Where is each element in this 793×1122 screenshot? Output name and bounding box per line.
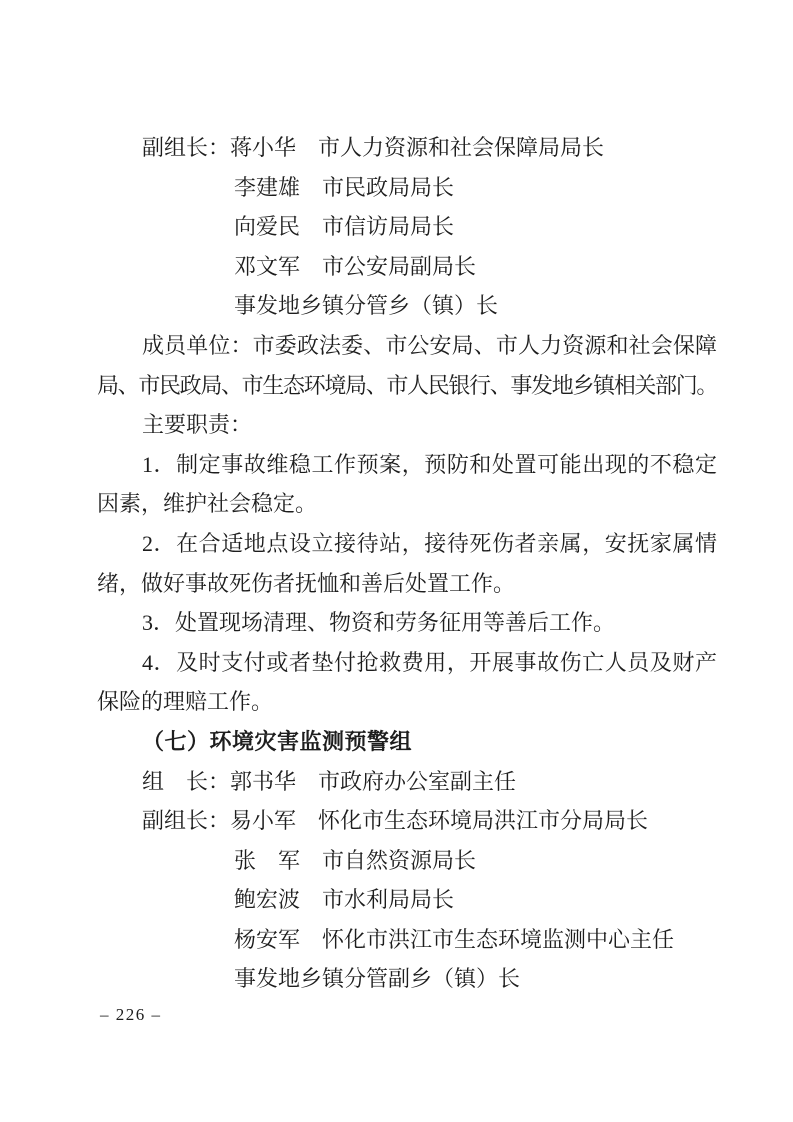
duty-2-line-1: 2．在合适地点设立接待站，接待死伤者亲属，安抚家属情 [142,530,717,556]
main-duties-label: 主要职责： [142,412,253,438]
duty-2-line-2: 绪，做好事故死伤者抚恤和善后处置工作。 [97,570,516,596]
member-units-line-2: 局、市民政局、市生态环境局、市人民银行、事发地乡镇相关部门。 [97,372,717,398]
deputy-leader-xiang-aimin: 向爱民 市信访局局长 [234,214,455,240]
deputy-leader-li-jianxiong: 李建雄 市民政局局长 [234,174,455,200]
deputy-leader-deng-wenjun: 邓文军 市公安局副局长 [234,253,477,279]
deputy-leader-township-deputy-head: 事发地乡镇分管副乡（镇）长 [234,966,521,992]
page-number: – 226 – [100,1005,162,1024]
deputy-leader-township-head: 事发地乡镇分管乡（镇）长 [234,293,499,319]
duty-1-line-2: 因素，维护社会稳定。 [97,491,318,517]
duty-1-line-1: 1．制定事故维稳工作预案，预防和处置可能出现的不稳定 [142,451,717,477]
section-7-heading: （七）环境灾害监测预警组 [142,728,413,754]
deputy-leader-yi-xiaojun: 副组长：易小军 怀化市生态环境局洪江市分局局长 [142,808,649,834]
leader-guo-shuhua: 组 长：郭书华 市政府办公室副主任 [142,768,517,794]
deputy-leader-zhang-jun: 张 军 市自然资源局长 [234,847,477,873]
deputy-leader-yang-anjun: 杨安军 怀化市洪江市生态环境监测中心主任 [234,926,675,952]
duty-4-line-2: 保险的理赔工作。 [97,689,274,715]
duty-4-line-1: 4．及时支付或者垫付抢救费用，开展事故伤亡人员及财产 [142,649,717,675]
document-body [97,128,717,999]
member-units-line-1: 成员单位：市委政法委、市公安局、市人力资源和社会保障 [142,332,717,358]
deputy-leader-bao-hongbo: 鲍宏波 市水利局局长 [234,887,455,913]
duty-3: 3．处置现场清理、物资和劳务征用等善后工作。 [142,610,616,636]
deputy-leader-jiang-xiaohua: 副组长：蒋小华 市人力资源和社会保障局局长 [142,135,605,160]
